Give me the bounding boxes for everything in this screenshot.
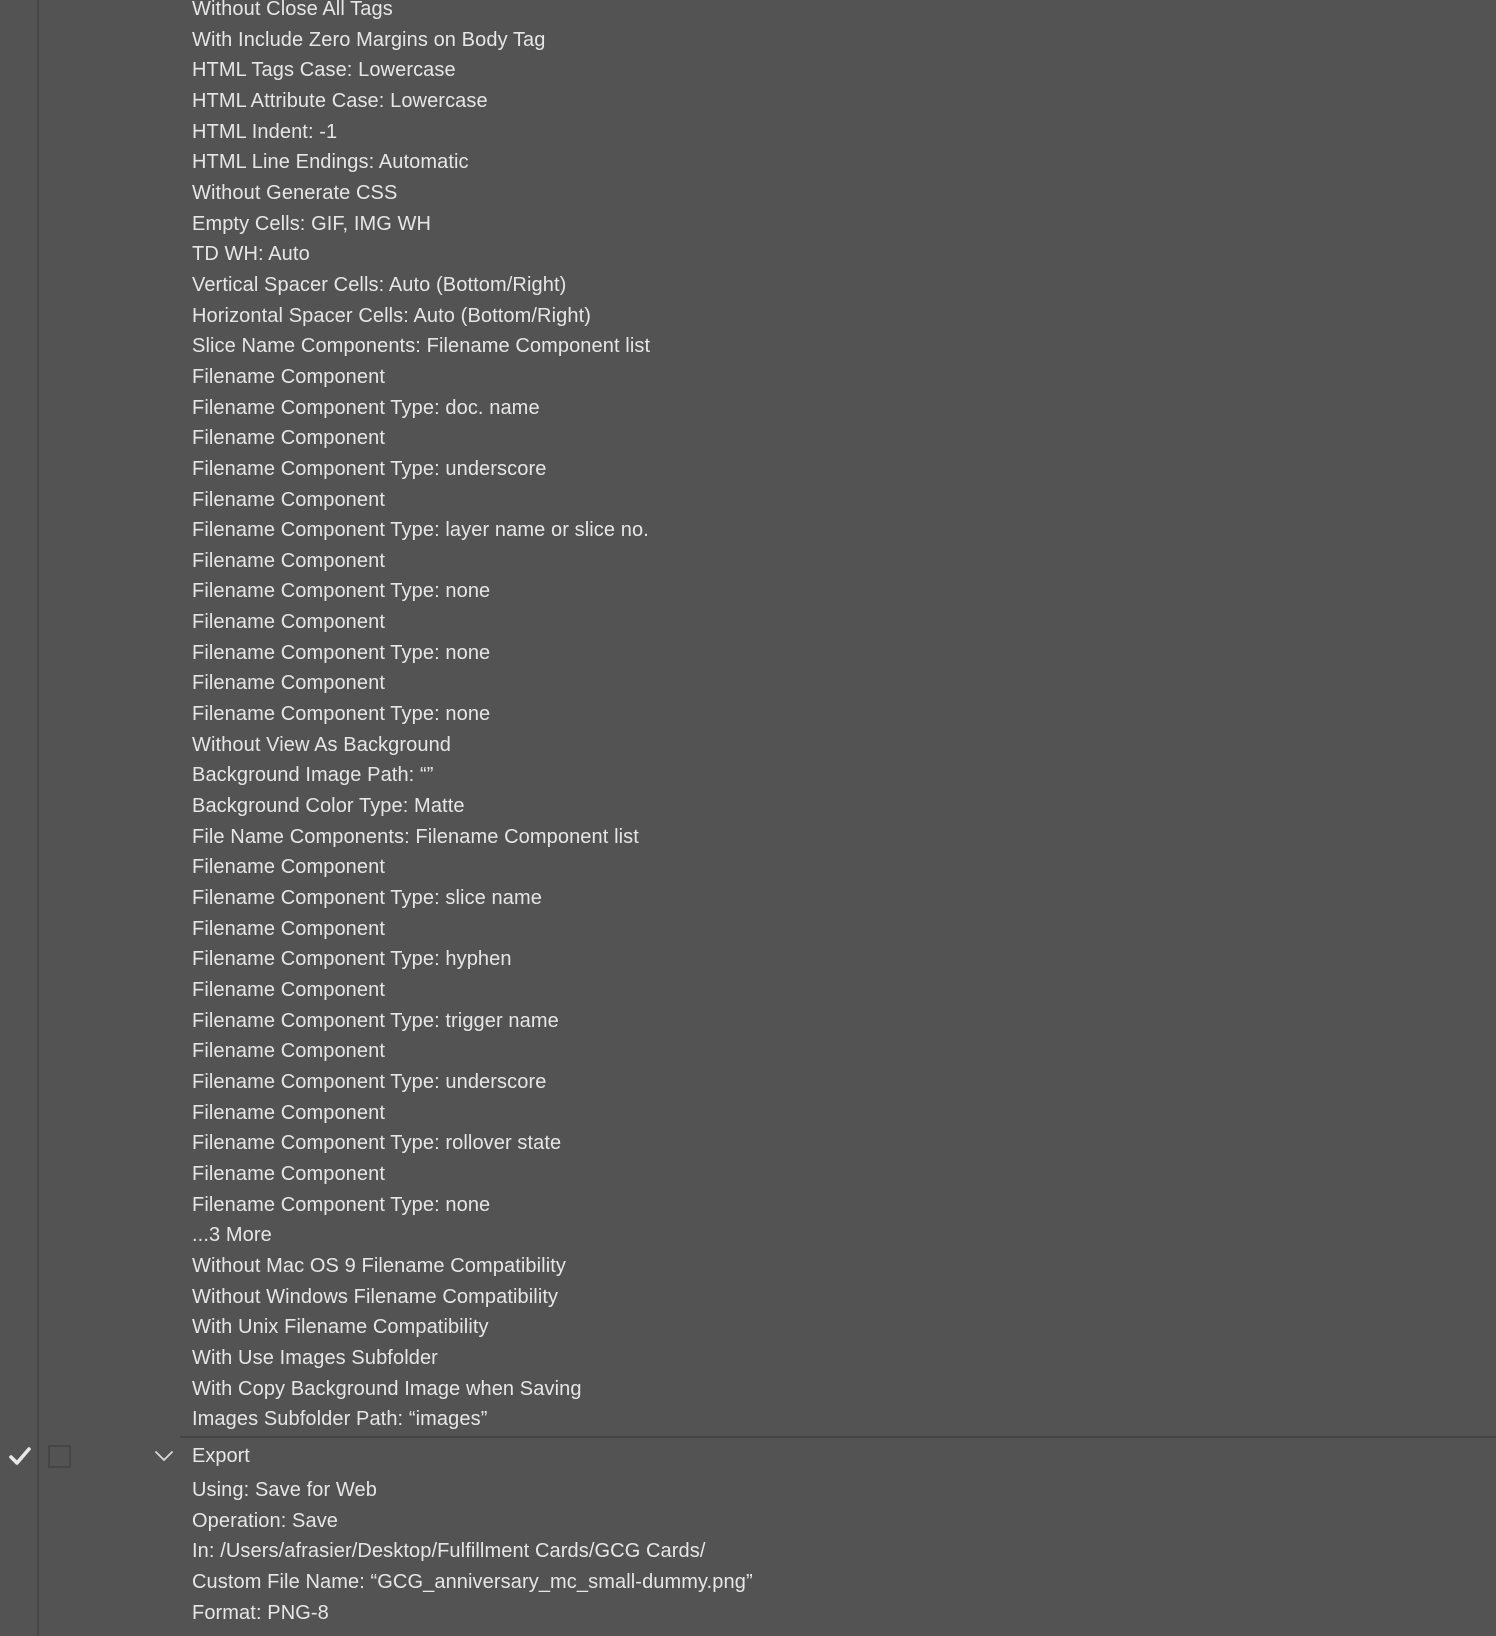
- detail-text: Horizontal Spacer Cells: Auto (Bottom/Right): [192, 304, 592, 327]
- detail-row[interactable]: [0, 423, 1496, 454]
- detail-text: Filename Component Type: layer name or slice no.: [192, 519, 649, 542]
- detail-text: Without Mac OS 9 Filename Compatibility: [192, 1254, 567, 1277]
- detail-row[interactable]: [0, 1282, 1496, 1313]
- detail-row[interactable]: [0, 883, 1496, 914]
- detail-text: With Include Zero Margins on Body Tag: [192, 28, 546, 51]
- detail-text: Filename Component Type: underscore: [192, 1070, 547, 1093]
- detail-text: Without View As Background: [192, 733, 452, 756]
- detail-text: Filename Component: [192, 1162, 386, 1185]
- checkmark-icon[interactable]: [8, 1444, 32, 1468]
- detail-text: Without Close All Tags: [192, 0, 393, 20]
- detail-text: Empty Cells: GIF, IMG WH: [192, 212, 432, 235]
- detail-row[interactable]: [0, 852, 1496, 883]
- detail-text: Filename Component Type: hyphen: [192, 948, 512, 971]
- detail-text: Filename Component: [192, 427, 386, 450]
- detail-text: With Use Images Subfolder: [192, 1346, 438, 1369]
- detail-row[interactable]: [0, 515, 1496, 546]
- detail-row[interactable]: [0, 1536, 1496, 1567]
- detail-text: Filename Component: [192, 1101, 386, 1124]
- detail-text: Filename Component: [192, 917, 386, 940]
- detail-row[interactable]: [0, 1098, 1496, 1129]
- detail-text: HTML Attribute Case: Lowercase: [192, 89, 488, 112]
- detail-row[interactable]: [0, 730, 1496, 761]
- detail-row[interactable]: [0, 576, 1496, 607]
- detail-row[interactable]: [0, 362, 1496, 393]
- detail-row[interactable]: [0, 209, 1496, 240]
- detail-text: Filename Component Type: doc. name: [192, 396, 540, 419]
- detail-row[interactable]: [0, 1598, 1496, 1629]
- detail-row[interactable]: [0, 25, 1496, 56]
- detail-row[interactable]: [0, 1128, 1496, 1159]
- detail-text: HTML Indent: -1: [192, 120, 338, 143]
- detail-row[interactable]: [0, 1567, 1496, 1598]
- step-title: Export: [192, 1445, 250, 1467]
- export-step-details: [0, 1475, 1496, 1628]
- detail-row[interactable]: [0, 1251, 1496, 1282]
- detail-text: Vertical Spacer Cells: Auto (Bottom/Right): [192, 273, 567, 296]
- detail-row[interactable]: [0, 0, 1496, 25]
- detail-row[interactable]: [0, 1036, 1496, 1067]
- detail-row[interactable]: [0, 1374, 1496, 1405]
- detail-row[interactable]: [0, 55, 1496, 86]
- detail-row[interactable]: [0, 301, 1496, 332]
- detail-text: Filename Component Type: trigger name: [192, 1009, 559, 1032]
- action-step-export[interactable]: [0, 1440, 1496, 1472]
- detail-row[interactable]: [0, 147, 1496, 178]
- detail-text: In: /Users/afrasier/Desktop/Fulfillment Cards/GCG Cards/: [192, 1540, 706, 1563]
- detail-text: Filename Component: [192, 1040, 386, 1063]
- detail-text: Filename Component Type: none: [192, 641, 491, 664]
- detail-text: TD WH: Auto: [192, 243, 310, 266]
- detail-row[interactable]: [0, 1506, 1496, 1537]
- detail-text: Filename Component Type: rollover state: [192, 1132, 562, 1155]
- detail-text: Filename Component: [192, 856, 386, 879]
- detail-row[interactable]: [0, 944, 1496, 975]
- detail-row[interactable]: [0, 791, 1496, 822]
- detail-text: Filename Component: [192, 365, 386, 388]
- detail-row[interactable]: [0, 1067, 1496, 1098]
- step-separator: [180, 1436, 1496, 1438]
- detail-row[interactable]: [0, 1343, 1496, 1374]
- detail-text: With Unix Filename Compatibility: [192, 1316, 489, 1339]
- detail-row[interactable]: [0, 546, 1496, 577]
- detail-row[interactable]: [0, 1312, 1496, 1343]
- detail-row[interactable]: [0, 178, 1496, 209]
- detail-row[interactable]: [0, 1190, 1496, 1221]
- chevron-down-icon[interactable]: [153, 1446, 175, 1466]
- detail-text: Filename Component: [192, 672, 386, 695]
- detail-text: File Name Components: Filename Component list: [192, 825, 639, 848]
- detail-text: Filename Component: [192, 549, 386, 572]
- detail-row[interactable]: [0, 485, 1496, 516]
- detail-row[interactable]: [0, 1006, 1496, 1037]
- dialog-toggle-box[interactable]: [48, 1445, 71, 1468]
- detail-text: Without Generate CSS: [192, 181, 398, 204]
- detail-text: HTML Line Endings: Automatic: [192, 151, 469, 174]
- detail-row[interactable]: [0, 86, 1496, 117]
- detail-text: HTML Tags Case: Lowercase: [192, 59, 456, 82]
- detail-text: Images Subfolder Path: “images”: [192, 1408, 488, 1431]
- detail-text: Slice Name Components: Filename Component list: [192, 335, 651, 358]
- detail-row[interactable]: [0, 638, 1496, 669]
- detail-row[interactable]: [0, 454, 1496, 485]
- detail-row[interactable]: [0, 117, 1496, 148]
- detail-text: Filename Component Type: none: [192, 580, 491, 603]
- detail-text: Filename Component Type: none: [192, 703, 491, 726]
- detail-row[interactable]: [0, 270, 1496, 301]
- detail-text: Filename Component: [192, 611, 386, 634]
- detail-text: Background Color Type: Matte: [192, 795, 465, 818]
- detail-text: ...3 More: [192, 1224, 272, 1247]
- detail-text: Filename Component: [192, 979, 386, 1001]
- detail-row[interactable]: [0, 822, 1496, 853]
- detail-text: Background Image Path: “”: [192, 764, 434, 787]
- detail-text: Filename Component Type: underscore: [192, 457, 547, 480]
- detail-row[interactable]: [0, 914, 1496, 945]
- detail-row[interactable]: [0, 668, 1496, 699]
- detail-text: Custom File Name: “GCG_anniversary_mc_small-dummy.png”: [192, 1570, 753, 1593]
- detail-text: Without Windows Filename Compatibility: [192, 1285, 559, 1308]
- detail-text: Using: Save for Web: [192, 1479, 377, 1501]
- detail-text: Format: PNG-8: [192, 1601, 329, 1624]
- detail-row[interactable]: [0, 607, 1496, 638]
- detail-text: Filename Component: [192, 488, 386, 511]
- detail-row[interactable]: [0, 699, 1496, 730]
- detail-text: Operation: Save: [192, 1509, 339, 1532]
- detail-row[interactable]: [0, 1475, 1496, 1506]
- detail-row[interactable]: [0, 1220, 1496, 1251]
- detail-row[interactable]: [0, 331, 1496, 362]
- detail-row[interactable]: [0, 393, 1496, 424]
- detail-text: With Copy Background Image when Saving: [192, 1377, 582, 1400]
- detail-text: Filename Component Type: slice name: [192, 887, 542, 910]
- detail-row[interactable]: [0, 975, 1496, 1006]
- detail-row[interactable]: [0, 760, 1496, 791]
- detail-text: Filename Component Type: none: [192, 1193, 491, 1216]
- detail-row[interactable]: [0, 1159, 1496, 1190]
- detail-row[interactable]: [0, 1404, 1496, 1435]
- detail-row[interactable]: [0, 239, 1496, 270]
